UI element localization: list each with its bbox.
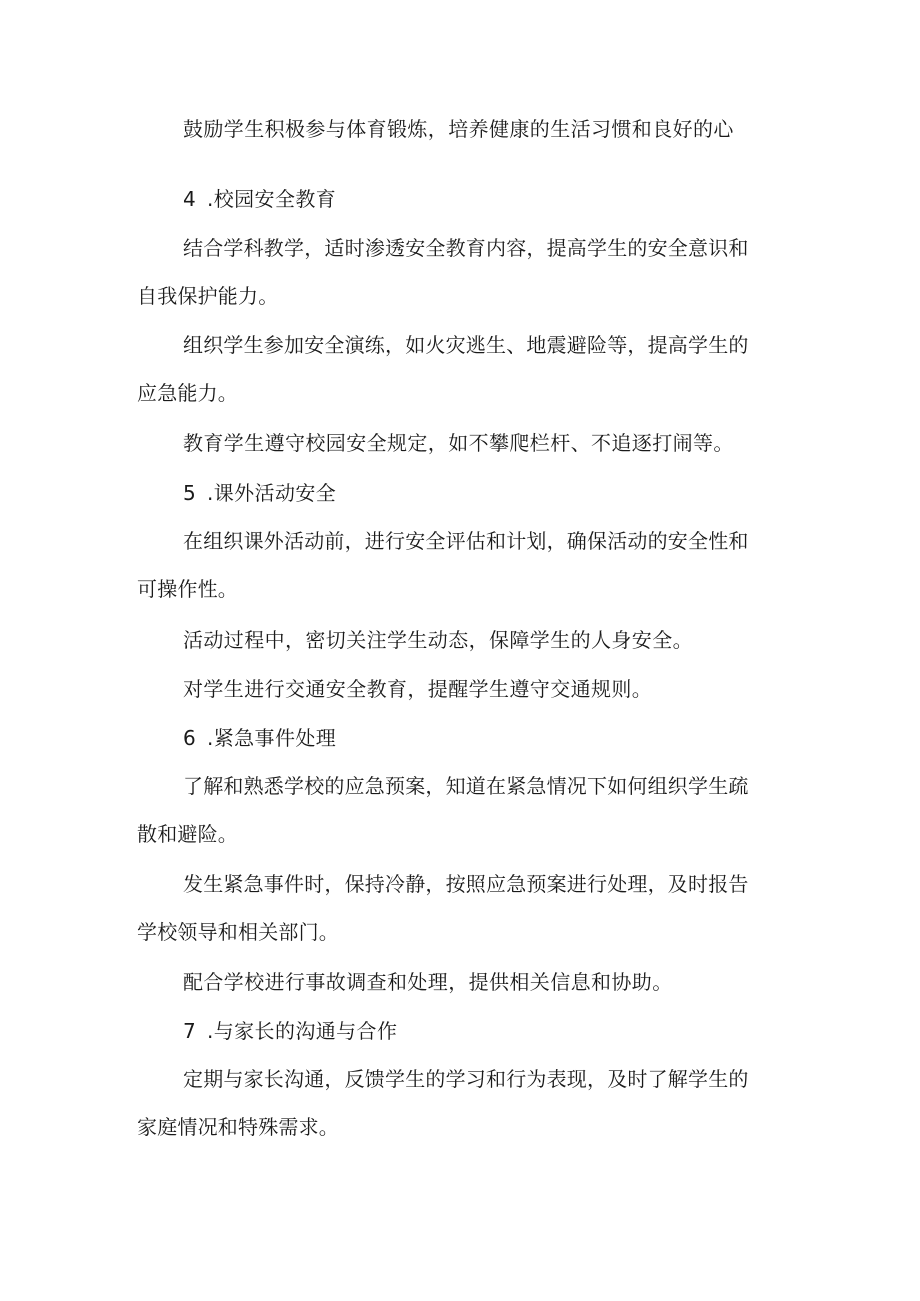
section-title: .与家长的沟通与合作: [207, 1019, 398, 1043]
paragraph: 教育学生遵守校园安全规定，如不攀爬栏杆、不追逐打闹等。: [183, 431, 734, 455]
section-heading: [183, 726, 803, 750]
section-number: 4: [183, 187, 197, 211]
paragraph: 了解和熟悉学校的应急预案，知道在紧急情况下如何组织学生疏散和避险。: [137, 774, 749, 846]
paragraph: 活动过程中，密切关注学生动态，保障学生的人身安全。: [183, 628, 693, 652]
paragraph: 配合学校进行事故调查和处理，提供相关信息和协助。: [183, 970, 673, 994]
section-title: .紧急事件处理: [207, 726, 337, 750]
section-number: 7: [183, 1019, 197, 1043]
paragraph: 对学生进行交通安全教育，提醒学生遵守交通规则。: [183, 677, 653, 701]
paragraph: 结合学科教学，适时渗透安全教育内容，提高学生的安全意识和自我保护能力。: [137, 236, 749, 308]
section-heading: [183, 1019, 803, 1043]
section-number: 5: [183, 481, 197, 505]
section-title: .课外活动安全: [207, 481, 337, 505]
paragraph: 鼓励学生积极参与体育锻炼，培养健康的生活习惯和良好的心: [183, 117, 734, 141]
section-heading: [183, 187, 803, 211]
section-number: 6: [183, 726, 197, 750]
section-title: .校园安全教育: [207, 187, 337, 211]
paragraph: 组织学生参加安全演练，如火灾逃生、地震避险等，提高学生的应急能力。: [137, 333, 749, 405]
paragraph: 在组织课外活动前，进行安全评估和计划，确保活动的安全性和可操作性。: [137, 529, 749, 601]
paragraph: 发生紧急事件时，保持冷静，按照应急预案进行处理，及时报告学校领导和相关部门。: [137, 872, 749, 944]
section-heading: [183, 481, 803, 505]
paragraph: 定期与家长沟通，反馈学生的学习和行为表现，及时了解学生的家庭情况和特殊需求。: [137, 1067, 749, 1139]
